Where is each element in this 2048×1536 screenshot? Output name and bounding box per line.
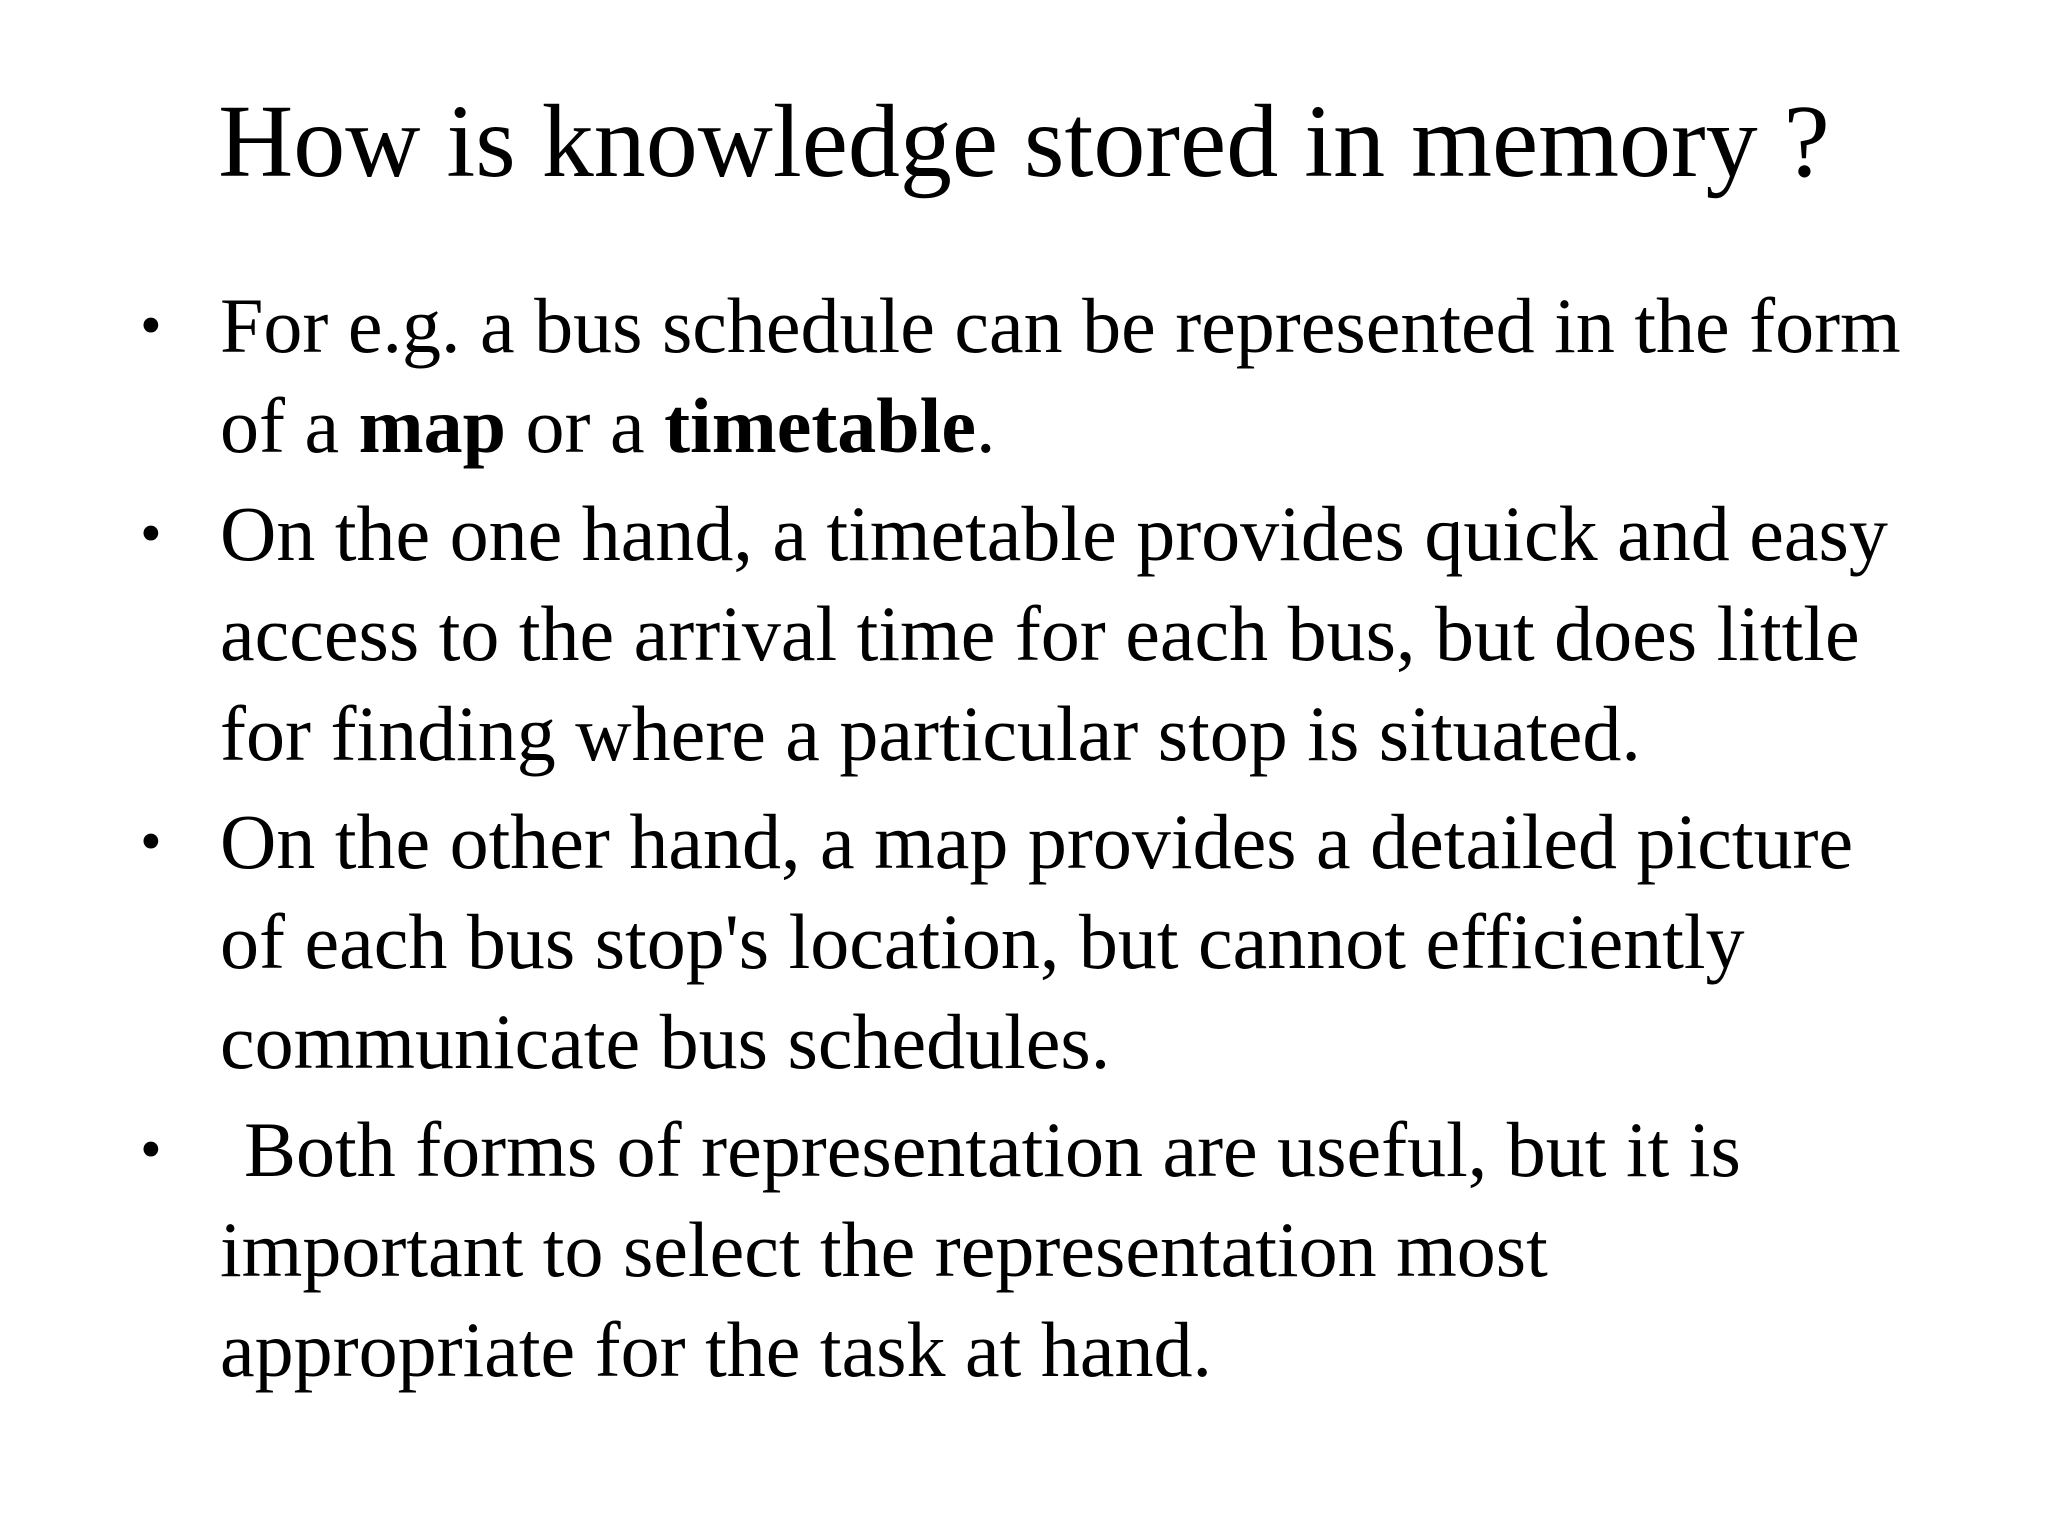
keyword-map: map bbox=[358, 382, 506, 469]
bullet-4-line-3: appropriate for the task at hand. bbox=[220, 1306, 1212, 1393]
bullet-item-3 bbox=[140, 792, 1960, 1092]
bullet-list bbox=[140, 276, 1960, 1408]
bullet-item-4 bbox=[140, 1100, 1960, 1400]
bullet-3-line-1: On the other hand, a map provides a detailed picture bbox=[220, 798, 1854, 885]
text-segment: or a bbox=[505, 382, 665, 469]
bullet-1-line-2 bbox=[220, 376, 1960, 476]
bullet-3-line-3: communicate bus schedules. bbox=[220, 998, 1111, 1085]
bullet-1-line-1: For e.g. a bus schedule can be represented in the form bbox=[220, 282, 1901, 369]
keyword-timetable: timetable bbox=[664, 382, 976, 469]
bullet-2-line-2: access to the arrival time for each bus, but does little bbox=[220, 590, 1860, 677]
bullet-icon: • bbox=[140, 1116, 162, 1184]
text-segment: . bbox=[975, 382, 996, 469]
bullet-2-line-1: On the one hand, a timetable provides quick and easy bbox=[220, 490, 1888, 577]
slide-title: How is knowledge stored in memory ? bbox=[218, 84, 1830, 199]
text-segment: of a bbox=[220, 382, 359, 469]
bullet-3-line-2: of each bus stop's location, but cannot efficiently bbox=[220, 898, 1745, 985]
bullet-4-line-2: important to select the representation most bbox=[220, 1206, 1548, 1293]
bullet-icon: • bbox=[140, 292, 162, 360]
bullet-item-2 bbox=[140, 484, 1960, 784]
bullet-item-1 bbox=[140, 276, 1960, 476]
bullet-2-line-3: for finding where a particular stop is situated. bbox=[220, 690, 1641, 777]
bullet-4-line-1: Both forms of representation are useful, but it is bbox=[244, 1106, 1741, 1193]
bullet-icon: • bbox=[140, 808, 162, 876]
bullet-icon: • bbox=[140, 500, 162, 568]
